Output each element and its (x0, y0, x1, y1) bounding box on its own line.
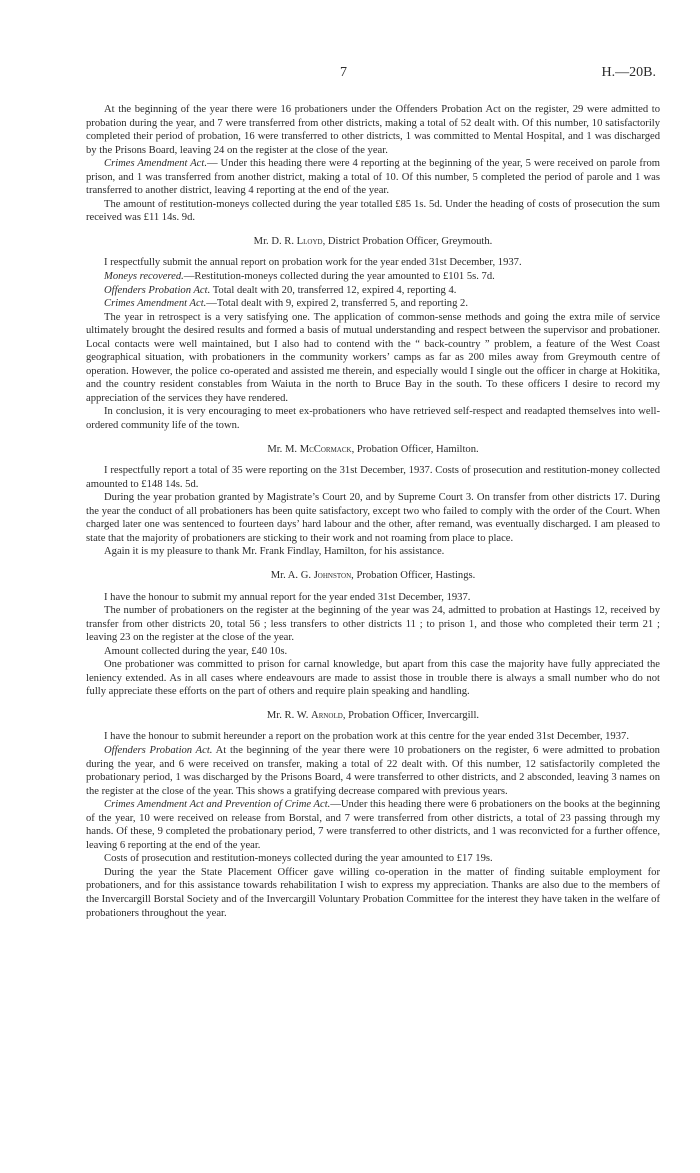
paragraph: I have the honour to submit hereunder a report on the probation work at this centre for the year ended 31st December, 1937. (104, 731, 629, 743)
paragraph: Costs of prosecution and restitution-moneys collected during the year amounted to £17 19s. (104, 853, 493, 865)
heading-prefix: Mr. A. G. (270, 569, 314, 581)
paragraph: At the beginning of the year there were 16 probationers under the Offenders Probation Act on the register, 29 were admitted to probation during the year, and 7 were transferred from other districts, making a total of 52 dealt with. Of this number, 10 satisfactorily completed their period of probation, 16 were transferred to other districts, 1 was committed to Mental Hospital, and 1 was discharged by the Prisons Board, leaving 24 on the register at the close of the year. (86, 104, 660, 156)
paragraph (86, 297, 660, 311)
section-heading (86, 569, 660, 583)
item-title: Crimes Amendment Act and Prevention of Crime Act. (104, 799, 331, 811)
item-text: Total dealt with 20, transferred 12, expired 4, reporting 4. (210, 284, 457, 296)
paragraph: The year in retrospect is a very satisfying one. The application of common-sense methods and going the extra mile of service ultimately brought the desired results and formed a basis of mutual understanding and respect between the supervisor and probationer. Local contacts were well maintained, but I also had to contend with the “ back-country ” problem, a feature of the West Coast geographical situation, with probationers in the community workers’ camps as far as 200 miles away from Greymouth centre of operation. However, the police co-operated and assisted me therein, and especially would I single out the officer in charge at Hokitika, and the country resident constables from Waiuta in the north to Bruce Bay in the south. To these officers I desire to record my appreciation of the services they have rendered. (86, 311, 660, 404)
heading-prefix: Mr. M. (267, 443, 300, 455)
heading-suffix: , District Probation Officer, Greymouth. (322, 235, 493, 247)
paragraph: I respectfully report a total of 35 were reporting on the 31st December, 1937. Costs of prosecution and restitution-money collected amounted to £148 14s. 5d. (86, 465, 660, 490)
heading-suffix: , Probation Officer, Hamilton. (351, 443, 479, 455)
paragraph: Again it is my pleasure to thank Mr. Frank Findlay, Hamilton, for his assistance. (104, 546, 445, 558)
section-invercargill (86, 709, 660, 920)
section-heading (86, 443, 660, 457)
heading-prefix: Mr. D. R. (253, 235, 297, 247)
act-name: Crimes Amendment Act. (104, 158, 207, 170)
section-greymouth (86, 235, 660, 433)
item-text: At the beginning of the year there were 10 probationers on the register, 6 were admitted to probation during the year, and 6 were received on transfer, making a total of 22 dealt with. Of this number, 12 satisfactorily completed the probationary period, 1 was discharged by the Prisons Board, 4 were transferred to other districts, and 2 absconded, leaving 3 names on the register at the close of the year. This shows a gratifying decrease compared with previous years. (86, 744, 660, 797)
item-title: Offenders Probation Act. (104, 744, 213, 756)
section-hamilton (86, 443, 660, 559)
paragraph-text: — Under this heading there were 4 reporting at the beginning of the year, 5 were received on parole from prison, and 1 was transferred from another district, making a total of 10. Of this number, 5 completed the period of parole and 1 was transferred to another district, leaving 4 reporting at the end of the year. (86, 158, 660, 197)
officer-name: Johnston (313, 569, 352, 581)
item-text: —Under this heading there were 6 probationers on the books at the beginning of the year, 10 were received on release from Borstal, and 7 were transferred from other districts, a total of 23 passing through my hands. Of these, 9 completed the probationary period, 7 were transferred to other districts, and 1 was reconvicted for a further offence, leaving 6 reporting at the end of the year. (86, 799, 661, 851)
section-heading (86, 235, 660, 249)
paragraph: The number of probationers on the register at the beginning of the year was 24, admitted to probation at Hastings 12, received by transfer from other districts 20, total 56 ; less transfers to other districts 11 ; to prison 1, and those who completed their term 21 ; leaving 23 on the register at the close of the year. (86, 605, 660, 644)
paragraph: I respectfully submit the annual report on probation work for the year ended 31st December, 1937. (104, 257, 522, 269)
paragraph: In conclusion, it is very encouraging to meet ex-probationers who have retrieved self-respect and readapted themselves into well-ordered community life of the town. (86, 406, 660, 432)
item-text: —Restitution-moneys collected during the year amounted to £101 5s. 7d. (183, 271, 495, 283)
page-header (0, 66, 700, 82)
heading-suffix: , Probation Officer, Hastings. (351, 569, 476, 581)
item-title: Crimes Amendment Act. (104, 298, 207, 310)
paragraph (86, 157, 660, 198)
paragraph (86, 744, 660, 798)
paragraph (86, 798, 660, 852)
paragraph: The amount of restitution-moneys collected during the year totalled £85 1s. 5d. Under the heading of costs of prosecution the sum received was £11 14s. 9d. (86, 198, 660, 224)
paragraph (86, 270, 660, 284)
paragraph: During the year probation granted by Magistrate’s Court 20, and by Supreme Court 3. On transfer from other districts 17. During the year the conduct of all probationers has been quite satisfactory, except two who failed to comply with the order of the Court. When charged later one was sentenced to fourteen days’ hard labour and the other, after remand, was eventually discharged. I am pleased to state that the majority of probationers are sticking to their work and not roaming from place to place. (86, 492, 660, 544)
item-title: Offenders Probation Act. (104, 284, 211, 296)
paragraph (86, 284, 660, 298)
paragraph: During the year the State Placement Officer gave willing co-operation in the matter of finding suitable employment for probationers, and for this assistance towards rehabilitation I wish to express my appreciation. Thanks are also due to the members of the Invercargill Borstal Society and of the Invercargill Voluntary Probation Committee for the interest they have taken in the welfare of probationers throughout the year. (86, 866, 660, 919)
section-continuation (86, 103, 660, 225)
document-reference: H.—20B. (601, 65, 656, 80)
officer-name: Lloyd (296, 235, 323, 247)
report-body (86, 103, 660, 920)
section-hastings (86, 569, 660, 699)
officer-name: Arnold (311, 709, 343, 721)
paragraph: One probationer was committed to prison for carnal knowledge, but apart from this case the majority have fully appreciated the leniency extended. As in all cases where endeavours are made to assist those in trouble there is always a small number who do not fully appreciate these efforts on the part of others and require plain speaking and handling. (86, 659, 660, 698)
page-number: 7 (340, 65, 347, 80)
item-text: —Total dealt with 9, expired 2, transferred 5, and reporting 2. (206, 298, 468, 310)
paragraph: I have the honour to submit my annual report for the year ended 31st December, 1937. (104, 591, 471, 603)
section-heading (86, 709, 660, 723)
heading-prefix: Mr. R. W. (266, 709, 312, 721)
heading-suffix: , Probation Officer, Invercargill. (342, 709, 480, 721)
item-title: Moneys recovered. (104, 271, 184, 283)
paragraph: Amount collected during the year, £40 10s. (104, 645, 288, 657)
officer-name: McCormack (299, 443, 352, 455)
